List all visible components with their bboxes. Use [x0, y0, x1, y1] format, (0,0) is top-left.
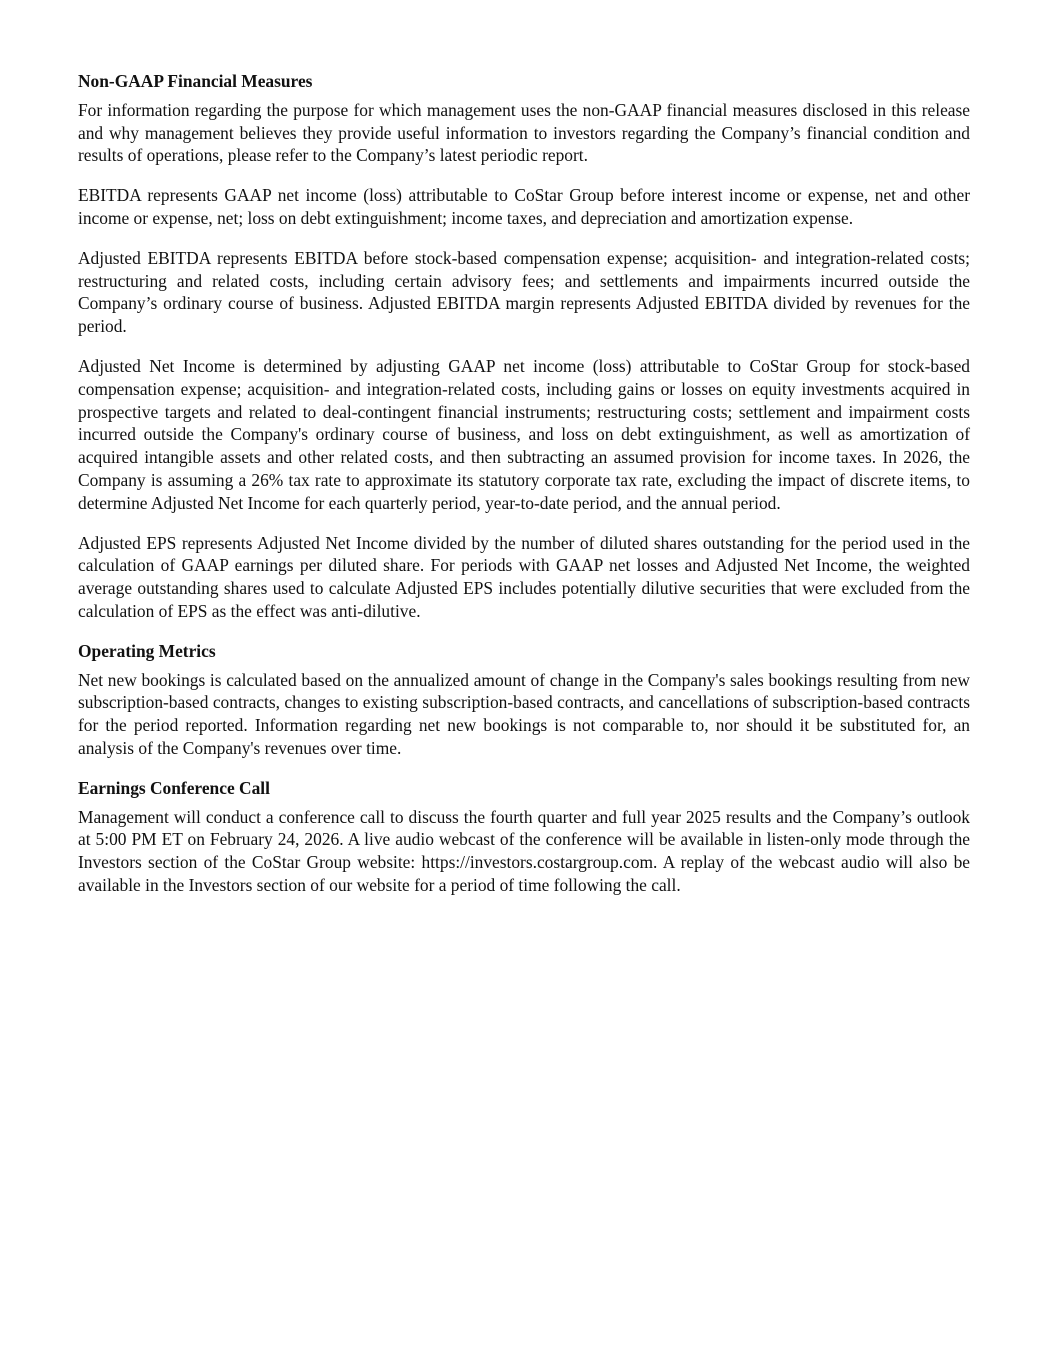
section-title-operating-metrics: Operating Metrics: [78, 640, 216, 661]
paragraph-adjusted-ebitda-definition: Adjusted EBITDA represents EBITDA before stock-based compensation expense; acquisition- and integration-related costs; restructuring and related costs, including certain advisory fees; and settlements and impairments incurred outside the Company’s ordinary course of business. Adjusted EBITDA margin represents Adjusted EBITDA divided by revenues for the period.: [78, 247, 970, 337]
section-earnings-conference-call: [78, 777, 970, 897]
paragraph-ebitda-definition: EBITDA represents GAAP net income (loss) attributable to CoStar Group before interest income or expense, net and other income or expense, net; loss on debt extinguishment; income taxes, and depreciation and amortization expense.: [78, 185, 970, 228]
section-title-non-gaap-financial-measures: Non-GAAP Financial Measures: [78, 71, 313, 91]
paragraph-net-new-bookings: Net new bookings is calculated based on the annualized amount of change in the Company's sales bookings resulting from new subscription-based contracts, changes to existing subscription-based contracts, and cancellations of subscription-based contracts for the period reported. Information regarding net new bookings is not comparable to, nor should it be substituted for, an analysis of the Company's revenues over time.: [78, 669, 970, 758]
section-non-gaap: [78, 70, 970, 623]
document-page: [78, 70, 970, 914]
paragraph-non-gaap-purpose: For information regarding the purpose for which management uses the non-GAAP financial measures disclosed in this release and why management believes they provide useful information to investors regarding the Company’s financial condition and results of operations, please refer to the Company’s latest periodic report.: [78, 99, 970, 166]
section-title-earnings-conference-call: Earnings Conference Call: [78, 777, 270, 798]
paragraph-adjusted-net-income-definition: Adjusted Net Income is determined by adjusting GAAP net income (loss) attributable to CoStar Group for stock-based compensation expense; acquisition- and integration-related costs, including gains or losses on equity investments acquired in prospective targets and related to deal-contingent financial instruments; restructuring costs; settlement and impairment costs incurred outside the Company's ordinary course of business, and loss on debt extinguishment, as well as amortization of acquired intangible assets and other related costs, and then subtracting an assumed provision for income taxes. In 2026, the Company is assuming a 26% tax rate to approximate its statutory corporate tax rate, excluding the impact of discrete items, to determine Adjusted Net Income for each quarterly period, year-to-date period, and the annual period.: [78, 355, 970, 513]
paragraph-adjusted-eps-definition: Adjusted EPS represents Adjusted Net Income divided by the number of diluted shares outstanding for the period used in the calculation of GAAP earnings per diluted share. For periods with GAAP net losses and Adjusted Net Income, the weighted average outstanding shares used to calculate Adjusted EPS includes potentially dilutive securities that were excluded from the calculation of EPS as the effect was anti-dilutive.: [78, 532, 970, 621]
section-operating-metrics: [78, 640, 970, 760]
paragraph-conference-call-details: Management will conduct a conference call to discuss the fourth quarter and full year 2025 results and the Company’s outlook at 5:00 PM ET on February 24, 2026. A live audio webcast of the conference will be available in listen-only mode through the Investors section of the CoStar Group website: https://investors.costargroup.com. A replay of the webcast audio will also be available in the Investors section of our website for a period of time following the call.: [78, 806, 970, 895]
